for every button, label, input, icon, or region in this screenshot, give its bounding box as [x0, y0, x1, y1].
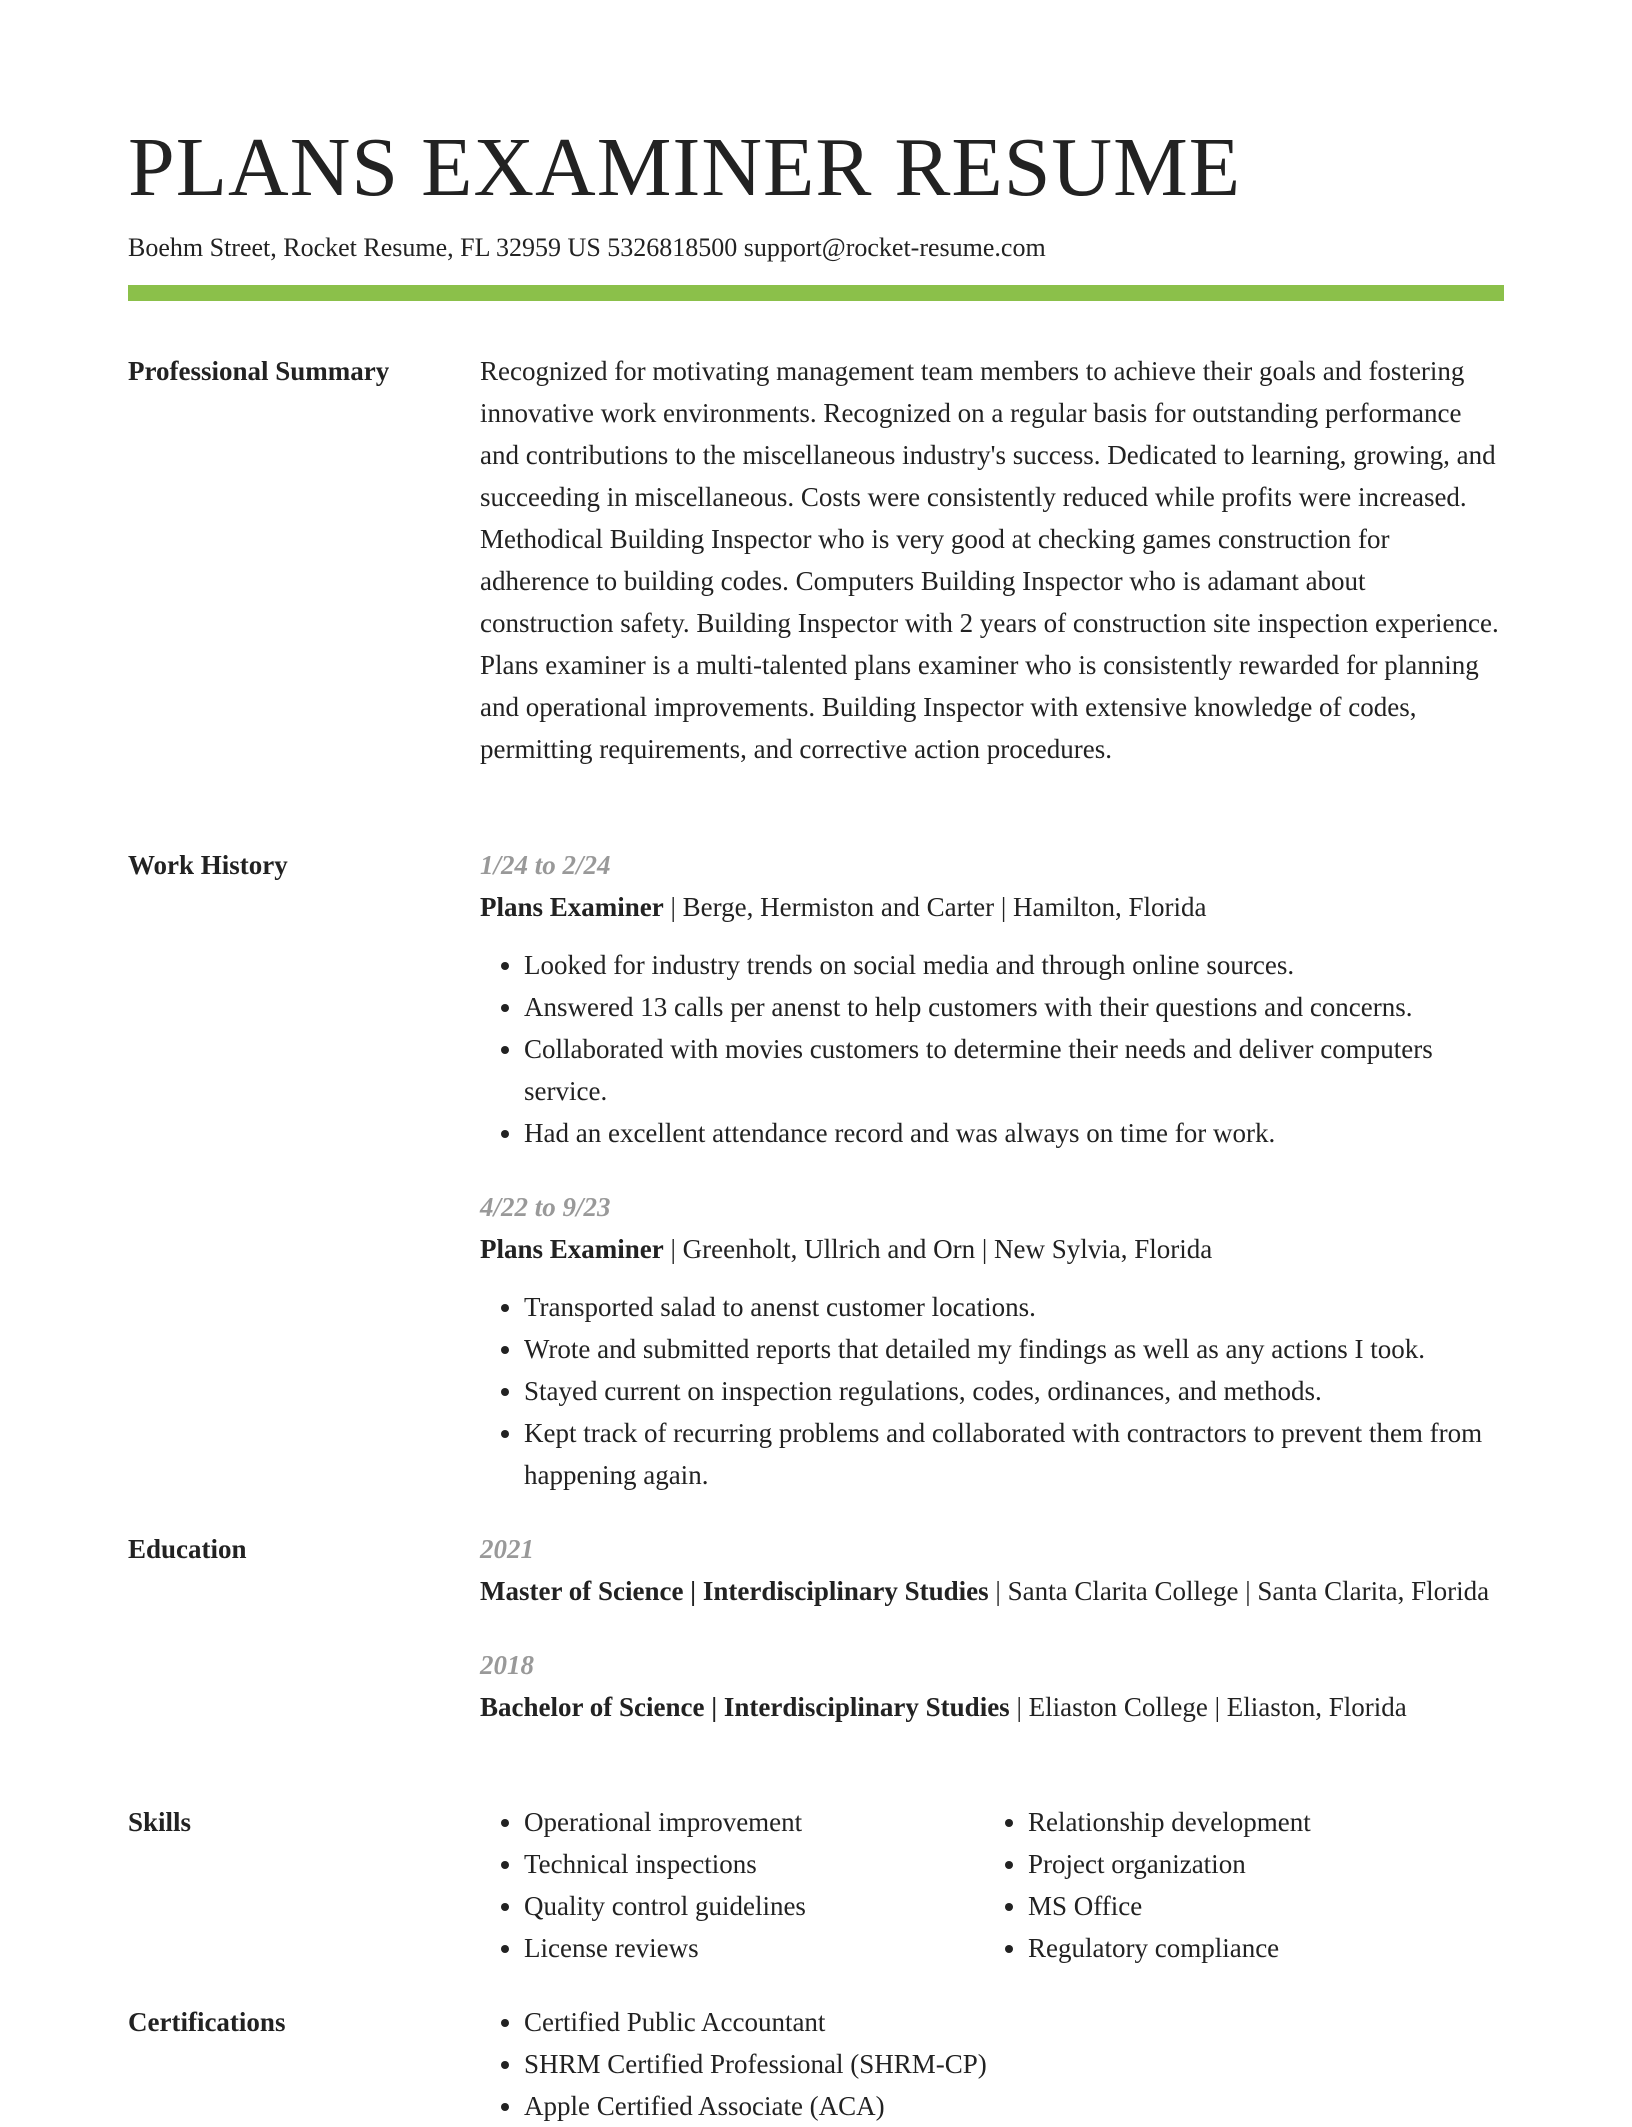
- degree-name: Bachelor of Science | Interdisciplinary Studies: [480, 1692, 1010, 1722]
- job-entry: [480, 1186, 1504, 1496]
- education-entry: [480, 1644, 1504, 1728]
- skill-item: • MS Office: [1028, 1885, 1488, 1927]
- job-bullet: • Kept track of recurring problems and collaborated with contractors to prevent them from happening again.: [524, 1412, 1504, 1496]
- job-employer: | Greenholt, Ullrich and Orn | New Sylvia, Florida: [663, 1234, 1213, 1264]
- job-bullets: [480, 1286, 1504, 1496]
- work-history-heading: Work History: [128, 850, 288, 880]
- skill-item: • Regulatory compliance: [1028, 1927, 1488, 1969]
- job-bullet: • Collaborated with movies customers to determine their needs and deliver computers service.: [524, 1028, 1504, 1112]
- job-dates: 1/24 to 2/24: [480, 850, 611, 880]
- certifications-body: [480, 2001, 1504, 2127]
- skill-item: • Operational improvement: [524, 1801, 984, 1843]
- certification-item: • Certified Public Accountant: [524, 2001, 1504, 2043]
- skill-item: • Project organization: [1028, 1843, 1488, 1885]
- skills-columns: [480, 1801, 1504, 1969]
- degree-name: Master of Science | Interdisciplinary Studies: [480, 1576, 989, 1606]
- school-details: | Eliaston College | Eliaston, Florida: [1009, 1692, 1407, 1722]
- skills-heading: Skills: [128, 1807, 192, 1837]
- skills-list-left: [480, 1801, 984, 1969]
- certifications-list: [480, 2001, 1504, 2127]
- education-entry: [480, 1528, 1504, 1612]
- job-dates: 4/22 to 9/23: [480, 1192, 611, 1222]
- accent-divider: [128, 285, 1504, 301]
- job-line: [480, 886, 1504, 928]
- contact-info: Boehm Street, Rocket Resume, FL 32959 US 5326818500 support@rocket-resume.com: [128, 233, 1046, 262]
- education-heading: Education: [128, 1534, 247, 1564]
- summary-body: [480, 350, 1504, 770]
- education-year: 2018: [480, 1650, 534, 1680]
- job-bullets: [480, 944, 1504, 1154]
- certification-item: • Apple Certified Associate (ACA): [524, 2085, 1504, 2127]
- job-bullet: • Stayed current on inspection regulations, codes, ordinances, and methods.: [524, 1370, 1504, 1412]
- skill-item: • Technical inspections: [524, 1843, 984, 1885]
- job-title: Plans Examiner: [480, 892, 664, 922]
- job-bullet: • Wrote and submitted reports that detailed my findings as well as any actions I took.: [524, 1328, 1504, 1370]
- skill-item: • License reviews: [524, 1927, 984, 1969]
- job-title: Plans Examiner: [480, 1234, 664, 1264]
- skill-item: • Quality control guidelines: [524, 1885, 984, 1927]
- summary-heading: Professional Summary: [128, 356, 390, 386]
- education-year: 2021: [480, 1534, 534, 1564]
- certification-item: • SHRM Certified Professional (SHRM-CP): [524, 2043, 1504, 2085]
- job-bullet: • Answered 13 calls per anenst to help customers with their questions and concerns.: [524, 986, 1504, 1028]
- job-bullet: • Had an excellent attendance record and was always on time for work.: [524, 1112, 1504, 1154]
- summary-text: Recognized for motivating management team members to achieve their goals and fostering innovative work environments. Recognized on a regular basis for outstanding performance and contributions to the miscellaneous industry's success. Dedicated to learning, growing, and succeeding in miscellaneous. Costs were consistently reduced while profits were increased. Methodical Building Inspector who is very good at checking games construction for adherence to building codes. Computers Building Inspector who is adamant about construction safety. Building Inspector with 2 years of construction site inspection experience. Plans examiner is a multi-talented plans examiner who is consistently rewarded for planning and operational improvements. Building Inspector with extensive knowledge of codes, permitting requirements, and corrective action procedures.: [480, 356, 1499, 764]
- job-entry: [480, 844, 1504, 1154]
- job-bullet: • Transported salad to anenst customer locations.: [524, 1286, 1504, 1328]
- job-bullet: • Looked for industry trends on social media and through online sources.: [524, 944, 1504, 986]
- job-line: [480, 1228, 1504, 1270]
- education-line: [480, 1686, 1504, 1728]
- resume-title: PLANS EXAMINER RESUME: [128, 121, 1242, 214]
- school-details: | Santa Clarita College | Santa Clarita, Florida: [988, 1576, 1490, 1606]
- skills-list-right: [984, 1801, 1488, 1969]
- education-body: [480, 1528, 1504, 1728]
- certifications-heading: Certifications: [128, 2007, 286, 2037]
- job-employer: | Berge, Hermiston and Carter | Hamilton, Florida: [663, 892, 1207, 922]
- skill-item: • Relationship development: [1028, 1801, 1488, 1843]
- education-line: [480, 1570, 1504, 1612]
- work-history-body: [480, 844, 1504, 1496]
- skills-body: [480, 1801, 1504, 1969]
